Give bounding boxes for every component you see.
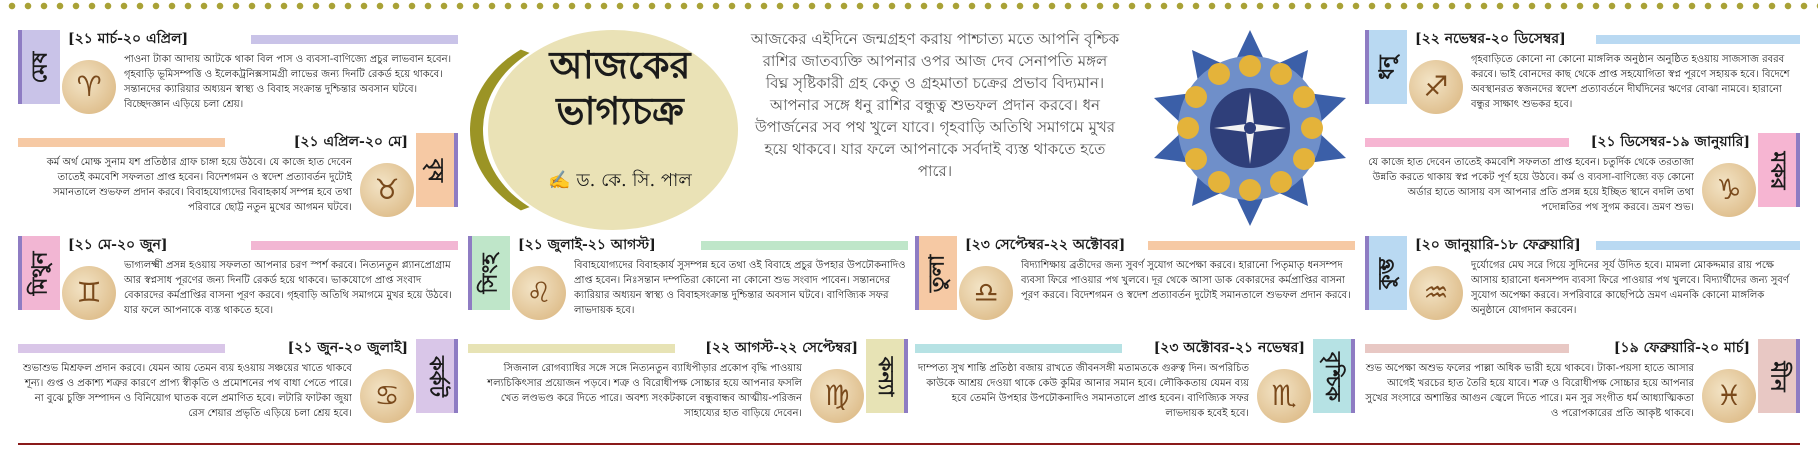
sign-header-bar bbox=[915, 344, 1122, 353]
sign-forecast-text: বিদ্যাশিক্ষায় ব্রতীদের জন্য সুবর্ণ সুযোগ অপেক্ষা করবে। হারানো পিতৃমাতৃ ধনসম্পদ ব্যবসা ফিরে পাওয়ার পথ খুলবে। দূর থেকে আসা ডাক বেকারদের কর্মপ্রাপ্তির বাসনা পূরণ করবে। বিদেশগমন ও স্বদেশ প্রত্যাবর্তন দুটোই সমানতালে শুভফল প্রদান করবে। bbox=[1021, 260, 1351, 301]
sign-card-gemini bbox=[18, 236, 458, 336]
sign-forecast-text: কর্ম অর্থ মোক্ষ সুনাম যশ প্রতিষ্ঠার গ্রাফ চাঙ্গা হয়ে উঠবে। যে কাজে হাত দেবেন তাতেই কমবেশি সফলতা প্রাপ্ত হবেন। বিদেশগমন ও স্বদেশ প্রত্যাবর্তন দুটোই সমানতালে শুভফল প্রদান করবে। বিবাহযোগ্যদের বিবাহকার্য সম্পন্ন হবে তথা পরিবারে ছোট্ট নতুন মুখের আগমন ঘটবে। bbox=[46, 157, 352, 213]
sign-name: মীন bbox=[1766, 360, 1792, 392]
aquarius-icon bbox=[1409, 266, 1463, 320]
leo-icon bbox=[512, 266, 566, 320]
sign-forecast-text: গৃহবাড়িতে কোনো না কোনো মাঙ্গলিক অনুষ্ঠান অনুষ্ঠিত হওয়ায় সাজসাজ রবরব করবে। ভাই বোনদের কাছ থেকে প্রাপ্ত সহযোগিতা স্বপ্ন পূরণে সহায়ক হবে। বিদেশে অবস্থানরত স্বজনদের স্বদেশ প্রত্যাবর্তনে দীর্ঘদিনের ঋণের বোঝা নামবে। হারানো বন্ধুর সাক্ষাৎ শুভকর হবে। bbox=[1471, 54, 1790, 110]
cancer-icon bbox=[360, 369, 414, 423]
libra-icon bbox=[959, 266, 1013, 320]
sign-name: মিথুন bbox=[26, 251, 52, 295]
sign-date-range: [২১ ডিসেম্বর-১৯ জানুয়ারি] bbox=[1590, 134, 1750, 150]
sign-date-range: [২০ জানুয়ারি-১৮ ফেব্রুয়ারি] bbox=[1415, 237, 1581, 253]
sign-name-tab bbox=[18, 30, 60, 104]
sign-date-range: [২১ মার্চ-২০ এপ্রিল] bbox=[68, 31, 189, 47]
sign-card-scorpio bbox=[915, 339, 1355, 439]
svg-text:♌: ♌ bbox=[526, 276, 552, 309]
sign-forecast-text: শুভ অপেক্ষা অশুভ ফলের পাল্লা অধিক ভারী হয়ে থাকবে। টাকা-পয়সা হাতে আসার আগেই খরচের হাত তৈরি হয়ে যাবে। শত্রু ও বিরোধীপক্ষ সোচ্চার হয়ে আপনার সুখের সংসারে অশান্তির আগুন জ্বেলে দিতে পারে। মন সুর সংগীত ধর্ম আধ্যাত্মিকতা ও পরোপকারের প্রতি আকৃষ্ট থাকবে। bbox=[1365, 363, 1694, 419]
sign-header-bar bbox=[251, 35, 458, 44]
sign-header-bar bbox=[1365, 344, 1569, 353]
sign-header-bar bbox=[251, 241, 458, 250]
sign-name: কর্কট bbox=[424, 355, 450, 397]
gemini-icon bbox=[62, 266, 116, 320]
sign-forecast-text: শুভাশুভ মিশ্রফল প্রদান করবে। যেমন আয় তেমন ব্যয় হওয়ায় সঞ্চয়ের খাতে থাকবে শূন্য। গুপ্ত ও প্রকাশ্য শত্রুর কারণে প্রাপ্য স্বীকৃতি ও প্রমোশনের পথ বাধা পেতে পারে। না বুঝে চুক্তি সম্পাদন ও বিনিয়োগ ঘাতক বলে প্রমাণিত হবে। লটারি ফাটকা জুয়া রেস শেয়ার প্রভৃতি এড়িয়ে চলা শ্রেয় হবে। bbox=[23, 363, 352, 419]
sign-header-bar bbox=[701, 241, 908, 250]
sign-name: ধনু bbox=[1373, 54, 1399, 80]
sign-name: তুলা bbox=[923, 254, 949, 292]
sign-date-range: [২২ নভেম্বর-২০ ডিসেম্বর] bbox=[1415, 31, 1566, 47]
zodiac-wheel-icon bbox=[1150, 28, 1350, 228]
sign-date-range: [২২ আগস্ট-২২ সেপ্টেম্বর] bbox=[705, 340, 858, 356]
intro-paragraph: আজকের এইদিনে জন্মগ্রহণ করায় পাশ্চাত্য মতে আপনি বৃশ্চিক রাশির জাতব্যক্তি আপনার ওপর আজ দেব সেনাপতি মঙ্গল বিঘ্ন সৃষ্টিকারী গ্রহ কেতু ও গ্রহমাতা চক্রের প্রভাব বিদ্যমান। আপনার সঙ্গে ধনু রাশির বন্ধুত্ব শুভফল প্রদান করবে। ধন উপার্জনের সব পথ খুলে যাবে। গৃহবাড়ি অতিথি সমাগমে মুখর হয়ে থাকবে। যার ফলে আপনাকে সর্বদাই ব্যস্ত থাকতে হতে পারে। bbox=[750, 30, 1120, 180]
sign-date-range: [২৩ সেপ্টেম্বর-২২ অক্টোবর] bbox=[965, 237, 1126, 253]
svg-text:♎: ♎ bbox=[973, 276, 999, 309]
svg-text:♈: ♈ bbox=[76, 70, 102, 103]
sign-name-tab bbox=[416, 133, 458, 207]
aries-icon bbox=[62, 60, 116, 114]
pisces-icon bbox=[1702, 369, 1756, 423]
bottom-rule bbox=[18, 443, 1800, 445]
sign-header-bar bbox=[1596, 241, 1800, 250]
sign-name-tab bbox=[1365, 30, 1407, 104]
author-line bbox=[500, 166, 740, 197]
taurus-icon bbox=[360, 163, 414, 217]
sign-card-taurus bbox=[18, 133, 458, 233]
sign-forecast-text: বিবাহযোগ্যদের বিবাহকার্য সুসম্পন্ন হবে তথা ওই বিবাহে প্রচুর উপহার উপঢৌকনাদিও প্রাপ্ত হবেন। নিঃসন্তান দম্পতিরা কোনো না কোনো শুভ সংবাদ পাবেন। সন্তানদের ক্যারিয়ার অধ্যয়ন স্বাস্থ্য ও বিবাহসংক্রান্ত দুশ্চিন্তার অবসান ঘটবে। বাণিজ্যিক সফর লাভদায়ক হবে। bbox=[574, 260, 906, 316]
svg-text:♏: ♏ bbox=[1271, 379, 1297, 412]
capricorn-icon bbox=[1702, 163, 1756, 217]
sign-name: মেষ bbox=[26, 51, 52, 83]
scorpio-icon bbox=[1257, 369, 1311, 423]
sign-date-range: [২১ জুলাই-২১ আগস্ট] bbox=[518, 237, 656, 253]
sign-header-bar bbox=[18, 138, 225, 147]
sign-name-tab bbox=[18, 236, 60, 310]
svg-text:♒: ♒ bbox=[1423, 276, 1449, 309]
sign-name-tab bbox=[416, 339, 458, 413]
sign-forecast-text: দাম্পত্য সুখ শান্তি প্রতিষ্ঠা বজায় রাখতে জীবনসঙ্গী মতামতকে গুরুত্ব দিন। অপরিচিত কাউকে আশ্রয় দেওয়া থাকে কেউ কুমির আনার সমান হবে। লৌকিকতায় যেমন ব্যয় হবে তেমনি উপহার উপঢৌকনাদিও সমানতালে প্রাপ্ত হবেন। বাণিজ্যিক সফর লাভদায়ক হবেই হবে। bbox=[917, 363, 1249, 419]
pen-icon: ✍ bbox=[548, 170, 577, 191]
sign-name: কন্যা bbox=[874, 356, 900, 396]
sign-header-bar bbox=[468, 344, 675, 353]
sign-name-tab bbox=[915, 236, 957, 310]
sign-forecast-text: যে কাজে হাত দেবেন তাতেই কমবেশি সফলতা প্রাপ্ত হবেন। চতুর্দিক থেকে তরতাজা উন্নতি করতে থাকায় স্বপ্ন পকেট পূর্ণ হয়ে উঠবে। কর্ম ও ব্যবসা-বাণিজ্যে বড় কোনো অর্ডার হাতে আসায় বস আপনার প্রতি প্রসন্ন হয়ে ইচ্ছিত স্থানে বদলি তথা পদোন্নতির পথ সুগম করবে। ভ্রমণ শুভ। bbox=[1368, 157, 1694, 213]
sign-name-tab bbox=[1313, 339, 1355, 413]
sign-header-bar bbox=[1148, 241, 1355, 250]
sign-name-tab bbox=[1758, 133, 1800, 207]
virgo-icon bbox=[810, 369, 864, 423]
sign-name: কুম্ভ bbox=[1373, 257, 1399, 289]
sign-name-tab bbox=[468, 236, 510, 310]
sign-date-range: [১৯ ফেব্রুয়ারি-২০ মার্চ] bbox=[1613, 340, 1750, 356]
sign-card-aries bbox=[18, 30, 458, 130]
sign-card-virgo bbox=[468, 339, 908, 439]
svg-text:♉: ♉ bbox=[374, 173, 400, 206]
sign-forecast-text: সিজনাল রোগব্যাধির সঙ্গে সঙ্গে নিত্যনতুন ব্যাধিপীড়ার প্রকোপ বৃদ্ধি পাওয়ায় শল্যচিকিৎসার প্রয়োজন পড়বে। শত্রু ও বিরোধীপক্ষ সোচ্চার হয়ে আপনার ফসলি খেত লণ্ডভণ্ড করে দিতে পারে। অবশ্য সংকটকালে বন্ধুবান্ধব আত্মীয়-পরিজন সাহায্যের হাত বাড়িয়ে দেবেন। bbox=[487, 363, 802, 419]
svg-text:♋: ♋ bbox=[374, 379, 400, 412]
page-title: আজকের ভাগ্যচক্র bbox=[549, 42, 691, 133]
sign-forecast-text: পাওনা টাকা আদায় আটকে থাকা বিল পাস ও ব্যবসা-বাণিজ্যে প্রচুর লাভবান হবেন। গৃহবাড়ি ভূমিসম্পত্তি ও ইলেকট্রনিক্সসামগ্রী লাভের জন্য দিনটি রেকর্ড হয়ে থাকবে। সন্তানদের ক্যারিয়ার অধ্যয়ন স্বাস্থ্য ও বিবাহ সংক্রান্ত দুশ্চিন্তার অবসান ঘটবে। বিচ্ছেদজ্ঞান এড়িয়ে চলা শ্রেয়। bbox=[124, 54, 452, 110]
sign-card-leo bbox=[468, 236, 908, 336]
svg-text:♓: ♓ bbox=[1716, 379, 1742, 412]
sign-header-bar bbox=[1365, 138, 1569, 147]
svg-text:♍: ♍ bbox=[824, 379, 850, 412]
sign-date-range: [২১ জুন-২০ জুলাই] bbox=[287, 340, 408, 356]
sign-header-bar bbox=[18, 344, 225, 353]
author-name: ড. কে. সি. পাল bbox=[576, 170, 692, 191]
svg-text:♐: ♐ bbox=[1423, 70, 1449, 103]
sign-card-cancer bbox=[18, 339, 458, 439]
sign-header-bar bbox=[1596, 35, 1800, 44]
sign-card-sagittarius bbox=[1365, 30, 1800, 130]
sagittarius-icon bbox=[1409, 60, 1463, 114]
sign-card-libra bbox=[915, 236, 1355, 336]
sign-card-capricorn bbox=[1365, 133, 1800, 233]
sign-name: মকর bbox=[1766, 151, 1792, 189]
sign-forecast-text: ভাগ্যলক্ষ্মী প্রসন্ন হওয়ায় সফলতা আপনার চরণ স্পর্শ করবে। নিত্যনতুন প্ল্যানপ্রোগ্রাম আর স্বপ্নসাধ পূরণের জন্য দিনটি রেকর্ড হয়ে থাকবে। ভাকযোগে প্রাপ্ত সংবাদ বেকারদের কর্মপ্রাপ্তির বাসনা পূরণ করবে। গৃহবাড়ি অতিথি সমাগমে মুখর হয়ে উঠবে। যার ফলে আপনাকে ব্যস্ত থাকতে হবে। bbox=[124, 260, 452, 316]
sign-card-aquarius bbox=[1365, 236, 1800, 336]
svg-text:♑: ♑ bbox=[1716, 173, 1742, 206]
sign-forecast-text: দুর্যোগের মেঘ সরে গিয়ে সুদিনের সূর্য উদিত হবে। মামলা মোকদ্দমার রায় পক্ষে আসায় হারানো ধনসম্পদ ব্যবসা ফিরে পাওয়ার পথ খুলবে। বিদ্যার্থীদের জন্য সুবর্ণ সুযোগ অপেক্ষা করবে। সপরিবারে কাছেপিঠে ভ্রমণ এমনকি কোনো মাঙ্গলিক অনুষ্ঠানে যোগদান করবেন। bbox=[1471, 260, 1789, 316]
sign-name-tab bbox=[866, 339, 908, 413]
sign-name-tab bbox=[1365, 236, 1407, 310]
sign-date-range: [২১ এপ্রিল-২০ মে] bbox=[293, 134, 408, 150]
sign-card-pisces bbox=[1365, 339, 1800, 439]
sign-date-range: [২৩ অক্টোবর-২১ নভেম্বর] bbox=[1153, 340, 1305, 356]
sign-name: বৃশ্চিক bbox=[1321, 351, 1347, 401]
sign-date-range: [২১ মে-২০ জুন] bbox=[68, 237, 168, 253]
top-dotted-border bbox=[0, 0, 1818, 12]
sign-name: সিংহ bbox=[476, 253, 502, 293]
sign-name: বৃষ bbox=[424, 158, 450, 182]
sign-name-tab bbox=[1758, 339, 1800, 413]
svg-text:♊: ♊ bbox=[76, 276, 102, 309]
